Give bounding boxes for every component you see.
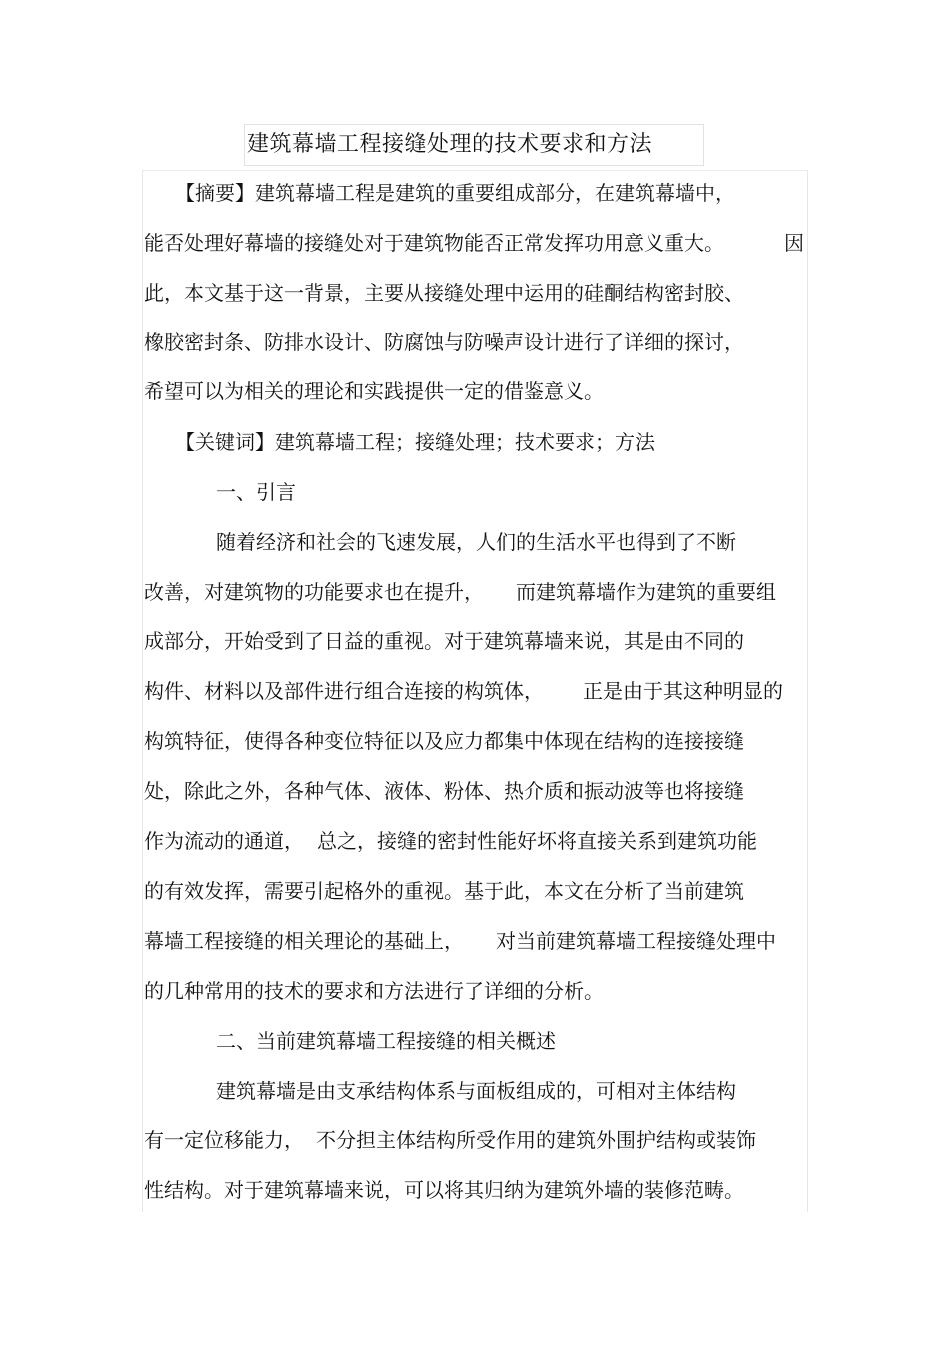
section1-line-2b: 而建筑幕墙作为建筑的重要组 (516, 580, 776, 604)
abstract-line-2-tail: 因 (784, 231, 804, 255)
section1-line-1: 随着经济和社会的飞速发展，人们的生活水平也得到了不断 (216, 530, 736, 554)
section1-line-4b: 正是由于其这种明显的 (583, 679, 783, 703)
abstract-line-3: 此，本文基于这一背景，主要从接缝处理中运用的硅酮结构密封胶、 (144, 281, 744, 305)
section1-line-7a: 作为流动的通道， (144, 829, 304, 853)
section1-line-8: 的有效发挥，需要引起格外的重视。基于此，本文在分析了当前建筑 (144, 879, 744, 903)
section2-heading: 二、当前建筑幕墙工程接缝的相关概述 (216, 1029, 556, 1053)
section2-line-2b: 不分担主体结构所受作用的建筑外围护结构或装饰 (316, 1128, 756, 1152)
section1-line-6: 处，除此之外，各种气体、液体、粉体、热介质和振动波等也将接缝 (144, 779, 744, 803)
abstract-line-1: 【摘要】建筑幕墙工程是建筑的重要组成部分，在建筑幕墙中， (175, 181, 735, 205)
section1-line-9b: 对当前建筑幕墙工程接缝处理中 (496, 929, 776, 953)
section1-heading: 一、引言 (216, 480, 296, 504)
abstract-line-5: 希望可以为相关的理论和实践提供一定的借鉴意义。 (144, 379, 604, 403)
keywords-line: 【关键词】建筑幕墙工程；接缝处理；技术要求；方法 (175, 430, 655, 454)
section1-line-4a: 构件、材料以及部件进行组合连接的构筑体， (144, 679, 544, 703)
section1-line-7b: 总之，接缝的密封性能好坏将直接关系到建筑功能 (317, 829, 757, 853)
section1-line-5: 构筑特征，使得各种变位特征以及应力都集中体现在结构的连接接缝 (144, 729, 744, 753)
section2-line-3: 性结构。对于建筑幕墙来说，可以将其归纳为建筑外墙的装修范畴。 (144, 1178, 744, 1202)
section1-line-9a: 幕墙工程接缝的相关理论的基础上， (144, 929, 464, 953)
abstract-line-2: 能否处理好幕墙的接缝处对于建筑物能否正常发挥功用意义重大。 (144, 231, 724, 255)
section2-line-2a: 有一定位移能力， (144, 1128, 304, 1152)
document-title: 建筑幕墙工程接缝处理的技术要求和方法 (247, 132, 653, 157)
section1-line-10: 的几种常用的技术的要求和方法进行了详细的分析。 (144, 979, 604, 1003)
section2-line-1: 建筑幕墙是由支承结构体系与面板组成的，可相对主体结构 (216, 1079, 736, 1103)
abstract-line-4: 橡胶密封条、防排水设计、防腐蚀与防噪声设计进行了详细的探讨， (144, 330, 744, 354)
section1-line-3: 成部分，开始受到了日益的重视。对于建筑幕墙来说，其是由不同的 (144, 629, 744, 653)
section1-line-2a: 改善，对建筑物的功能要求也在提升， (144, 580, 484, 604)
